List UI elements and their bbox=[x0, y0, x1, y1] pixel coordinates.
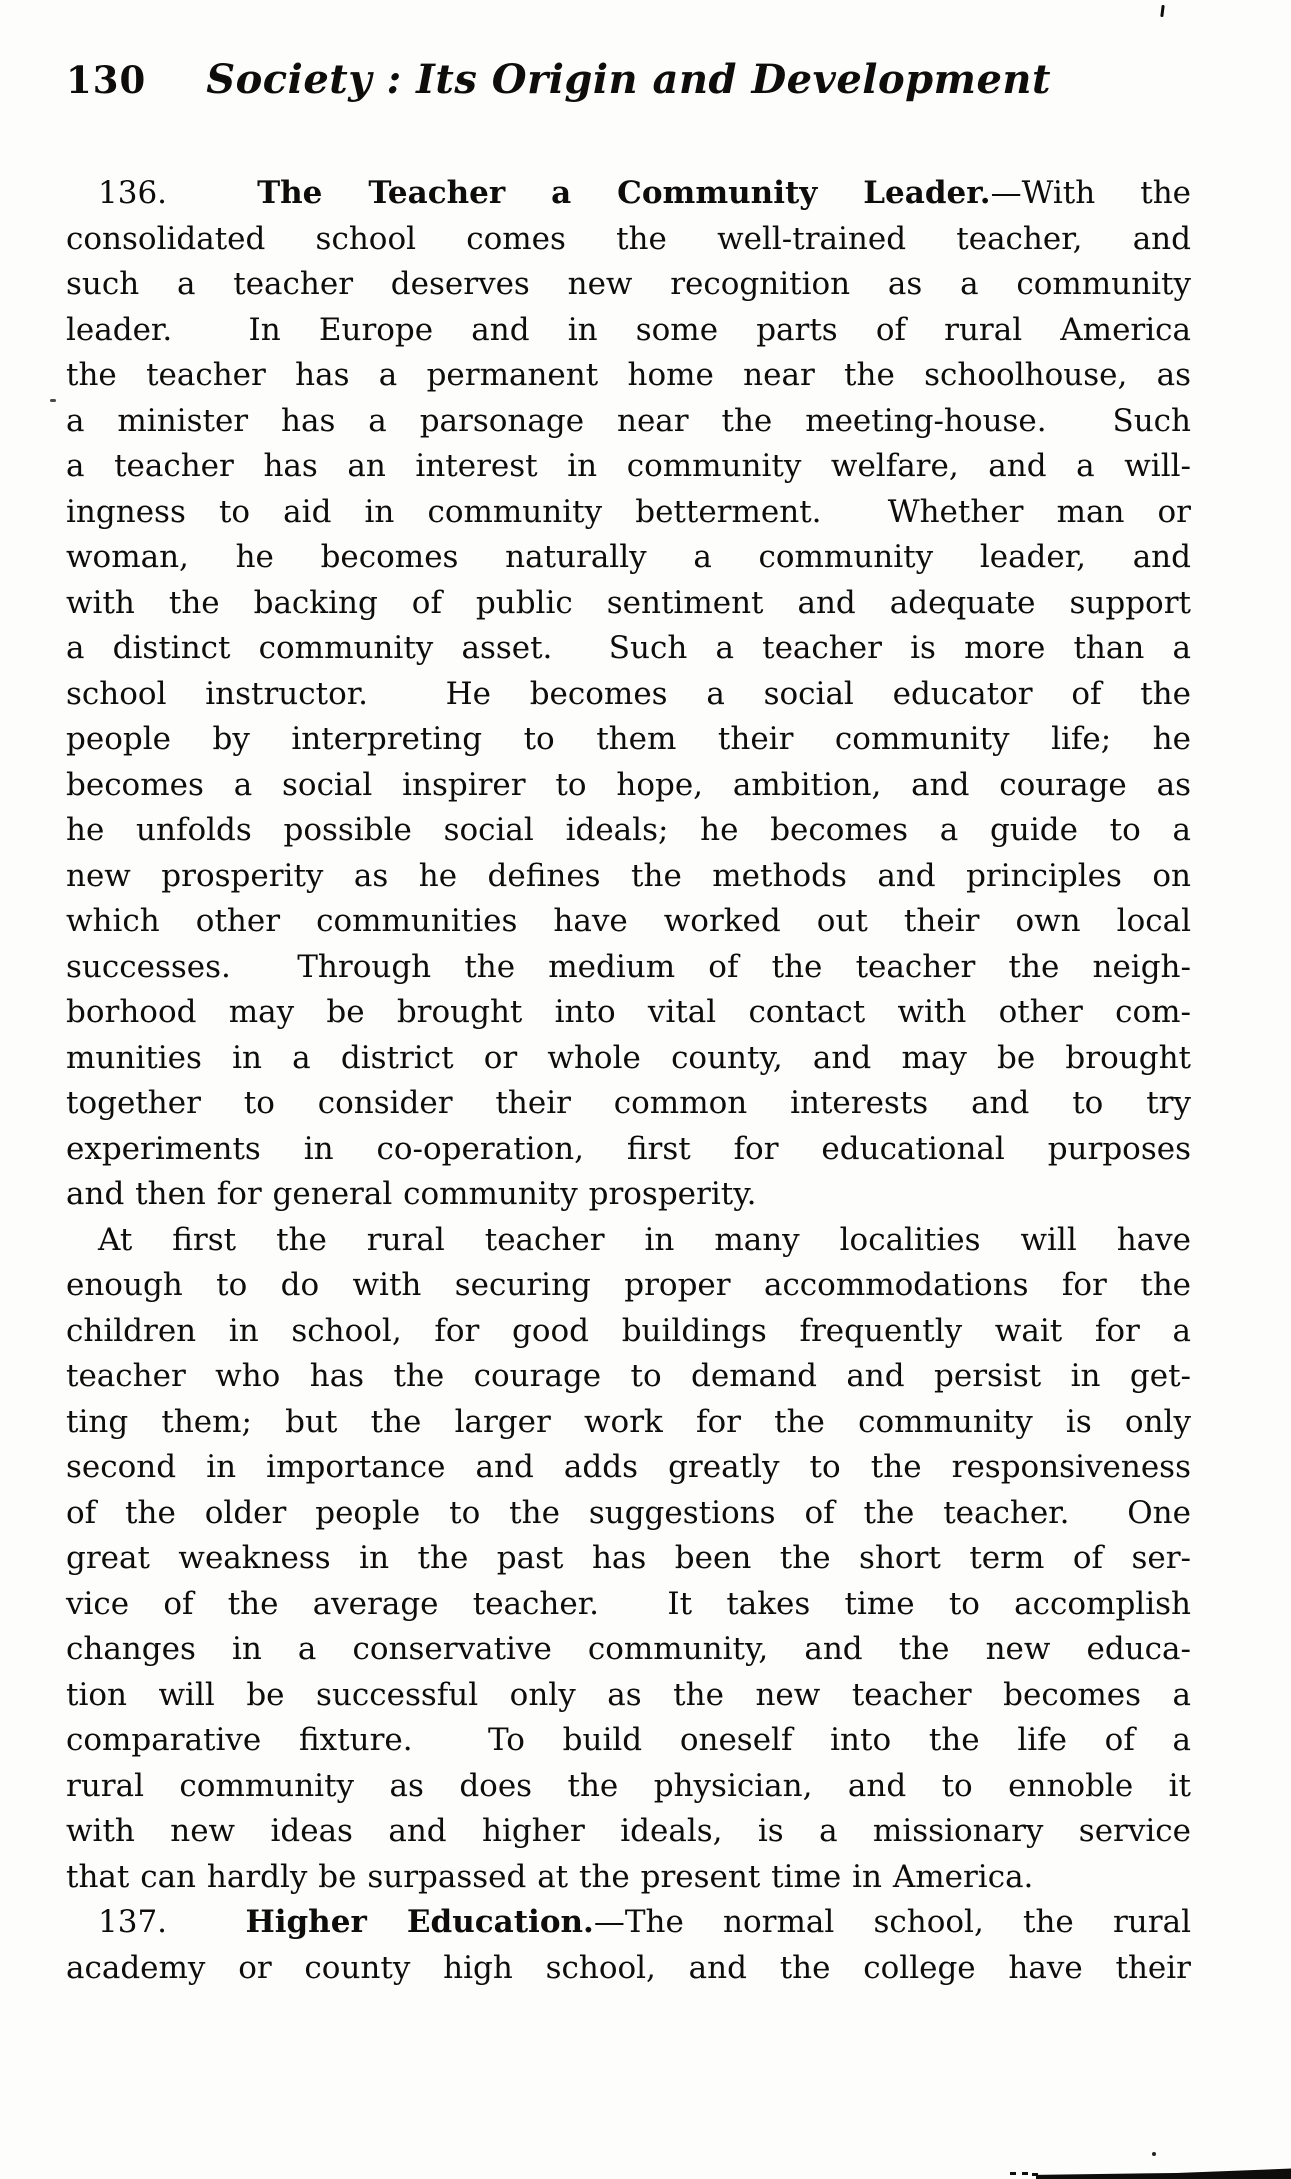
scan-artifact-bottom-dots bbox=[1010, 2172, 1016, 2175]
section-heading: The Teacher a Community Leader. bbox=[257, 175, 991, 211]
text-line: school instructor. He becomes a social educator of the bbox=[66, 675, 1191, 712]
text-line: woman, he becomes naturally a community leader, and bbox=[66, 539, 1191, 575]
text-line bbox=[66, 1900, 1191, 1946]
text-line: with new ideas and higher ideals, is a missionary service bbox=[66, 1813, 1191, 1849]
scan-artifact-speck bbox=[1152, 2152, 1156, 2156]
text-line: ingness to aid in community betterment. Whether man or bbox=[66, 493, 1191, 530]
text-line: munities in a district or whole county, and may be brought bbox=[66, 1039, 1191, 1076]
paragraph bbox=[66, 171, 1191, 1218]
text-line: rural community as does the physician, and to ennoble it bbox=[66, 1767, 1191, 1804]
text-line: comparative fixture. To build oneself into the life of a bbox=[66, 1722, 1191, 1758]
text-line: ting them; but the larger work for the community is only bbox=[66, 1403, 1191, 1440]
text-line: teacher who has the courage to demand and persist in get- bbox=[66, 1358, 1191, 1394]
text-line: children in school, for good buildings frequently wait for a bbox=[66, 1312, 1191, 1349]
text-line: he unfolds possible social ideals; he becomes a guide to a bbox=[66, 812, 1191, 848]
text-line: great weakness in the past has been the short term of ser- bbox=[66, 1540, 1191, 1576]
text-line: the teacher has a permanent home near the schoolhouse, as bbox=[66, 357, 1191, 393]
text-line: of the older people to the suggestions of the teacher. One bbox=[66, 1494, 1191, 1531]
scan-artifact-bottom-bar bbox=[1036, 2168, 1291, 2179]
running-head: Society : Its Origin and Development bbox=[206, 56, 1051, 103]
text-line: second in importance and adds greatly to the responsiveness bbox=[66, 1449, 1191, 1485]
paragraph bbox=[66, 1900, 1191, 1991]
scan-artifact-speck bbox=[50, 399, 56, 402]
text-line: which other communities have worked out their own local bbox=[66, 903, 1191, 939]
text-line: enough to do with securing proper accommodations for the bbox=[66, 1267, 1191, 1303]
text-line: becomes a social inspirer to hope, ambition, and courage as bbox=[66, 766, 1191, 803]
text-line: leader. In Europe and in some parts of rural America bbox=[66, 311, 1191, 348]
text-line: At first the rural teacher in many localities will have bbox=[98, 1221, 1191, 1258]
body-text bbox=[66, 171, 1191, 1991]
text-line: people by interpreting to them their community life; he bbox=[66, 721, 1191, 757]
page-header bbox=[66, 56, 1191, 103]
text-segment: —With the bbox=[990, 175, 1192, 211]
text-segment: 136. bbox=[98, 175, 258, 211]
text-line: a distinct community asset. Such a teacher is more than a bbox=[66, 630, 1191, 666]
text-line: successes. Through the medium of the teacher the neigh- bbox=[66, 948, 1191, 985]
text-line: changes in a conservative community, and the new educa- bbox=[66, 1631, 1191, 1667]
text-line: consolidated school comes the well-trained teacher, and bbox=[66, 220, 1191, 257]
paragraph bbox=[66, 1218, 1191, 1901]
text-line: with the backing of public sentiment and adequate support bbox=[66, 584, 1191, 621]
text-line: vice of the average teacher. It takes time to accomplish bbox=[66, 1585, 1191, 1622]
section-heading: Higher Education. bbox=[245, 1904, 594, 1940]
text-line: tion will be successful only as the new teacher becomes a bbox=[66, 1676, 1191, 1713]
page-number: 130 bbox=[66, 58, 147, 102]
text-segment: —The normal school, the rural bbox=[593, 1904, 1191, 1940]
text-line: together to consider their common interests and to try bbox=[66, 1085, 1191, 1121]
text-line: a teacher has an interest in community welfare, and a will- bbox=[66, 448, 1191, 484]
text-line: such a teacher deserves new recognition as a community bbox=[66, 266, 1191, 302]
text-line: that can hardly be surpassed at the present time in America. bbox=[66, 1858, 1034, 1895]
text-line bbox=[66, 171, 1191, 217]
text-line: new prosperity as he defines the methods and principles on bbox=[66, 857, 1191, 894]
scan-artifact-top-tick bbox=[1160, 5, 1164, 17]
text-segment: 137. bbox=[98, 1904, 246, 1940]
text-line: borhood may be brought into vital contact with other com- bbox=[66, 994, 1191, 1030]
text-line: and then for general community prosperity. bbox=[66, 1176, 757, 1212]
text-line: a minister has a parsonage near the meeting-house. Such bbox=[66, 402, 1191, 439]
text-line: academy or county high school, and the college have their bbox=[66, 1949, 1191, 1986]
text-line: experiments in co-operation, first for educational purposes bbox=[66, 1130, 1191, 1167]
